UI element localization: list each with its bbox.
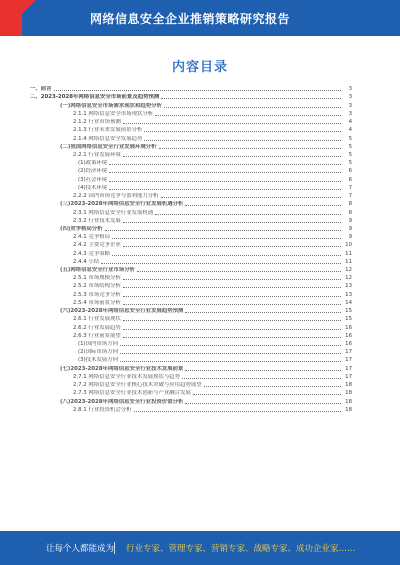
toc-entry-page: 3 [348,86,352,93]
toc-entry[interactable] [30,125,352,133]
toc-entry-page: 18 [345,382,352,389]
toc-entry-page: 9 [348,217,352,224]
toc-leader-dots [185,205,341,206]
toc-leader-dots [120,345,341,346]
toc-entry[interactable] [30,257,352,265]
toc-entry[interactable] [30,199,352,207]
toc-entry-title: 2.5.3 市场竞争分析 [73,291,121,298]
toc-entry-title: (四)竞争格局分析 [60,225,103,232]
toc-entry[interactable] [30,100,352,108]
toc-leader-dots [123,337,341,338]
toc-leader-dots [182,378,341,379]
toc-entry-title: 2.3.1 网络信息安全行业发展机遇 [73,209,154,216]
toc-leader-dots [185,312,341,313]
toc-entry[interactable] [30,281,352,289]
toc-entry-page: 9 [348,225,352,232]
toc-entry-page: 7 [348,193,352,200]
toc-entry[interactable] [30,339,352,347]
toc-entry-title: (2)经济环境 [78,168,108,175]
toc-entry[interactable] [30,380,352,388]
toc-entry-page: 15 [345,308,352,315]
toc-entry-page: 11 [345,250,352,257]
toc-entry[interactable] [30,183,352,191]
toc-entry-page: 3 [348,110,352,117]
toc-entry-page: 3 [348,102,352,109]
toc-entry-page: 7 [348,184,352,191]
toc-entry[interactable] [30,166,352,174]
toc-leader-dots [123,246,341,247]
toc-leader-dots [109,164,341,165]
footer-roles: 行业专家、管理专家、营销专家、战略专家、成功企业家…… [126,544,356,554]
toc-entry-page: 4 [348,127,352,134]
toc-leader-dots [185,370,341,371]
toc-leader-dots [155,115,341,116]
toc-entry-title: 2.4.1 竞争格局 [73,234,110,241]
toc-leader-dots [123,329,341,330]
toc-entry[interactable] [30,314,352,322]
toc-entry-page: 18 [345,398,352,405]
toc-entry-title: 2.7.3 网络信息安全行业技术创新与产业融合发展 [73,390,191,397]
toc-entry-page: 17 [345,349,352,356]
toc-entry-page: 5 [348,160,352,167]
toc-entry[interactable] [30,207,352,215]
toc-entry-title: 2.2.1 行业发展环境 [73,151,121,158]
toc-entry[interactable] [30,142,352,150]
toc-entry[interactable] [30,174,352,182]
toc-entry[interactable] [30,109,352,117]
toc-leader-dots [105,230,341,231]
toc-entry-page: 6 [348,168,352,175]
toc-entry-title: 2.6.2 行业发展趋势 [73,324,121,331]
toc-leader-dots [123,320,341,321]
toc-entry[interactable] [30,372,352,380]
toc-leader-dots [112,255,341,256]
toc-entry-page: 18 [345,406,352,413]
toc-entry-page: 17 [345,365,352,372]
toc-entry-title: (五)网络信息安全行业市场分析 [60,267,136,274]
toc-entry[interactable] [30,191,352,199]
toc-entry[interactable] [30,240,352,248]
toc-heading: 内容目录 [171,60,228,75]
toc-entry[interactable] [30,388,352,396]
toc-leader-dots [123,287,341,288]
toc-entry-title: (三)2023-2028年网络信息安全行业发展机遇分析 [60,201,184,208]
toc-entry[interactable] [30,248,352,256]
toc-entry-page: 17 [345,373,352,380]
toc-entry-page: 5 [348,151,352,158]
toc-entry[interactable] [30,306,352,314]
toc-entry-page: 12 [345,267,352,274]
toc-entry-title: (六)2023-2028年网络信息安全行业发展趋势预测 [60,308,184,315]
toc-leader-dots [134,411,341,412]
toc-entry-title: 2.8.1 行业投资机会分析 [73,406,132,413]
toc-entry[interactable] [30,265,352,273]
toc-entry-page: 8 [348,201,352,208]
toc-leader-dots [155,214,341,215]
toc-entry-title: 一、前言 [30,86,52,93]
toc-entry-title: 2.5.2 市场结构分析 [73,283,121,290]
toc-entry-page: 3 [348,94,352,101]
toc-entry-page: 4 [348,119,352,126]
toc-leader-dots [144,140,341,141]
toc-entry-title: 2.2.2 国内市场竞争与盈利能力分析 [73,193,159,200]
toc-leader-dots [123,304,341,305]
toc-entry-title: 2.3.2 行业技术发展 [73,217,121,224]
toc-entry-title: (一)网络信息安全市场需求现状和趋势分析 [60,102,162,109]
toc-entry-page: 6 [348,176,352,183]
toc-entry-page: 16 [345,324,352,331]
toc-leader-dots [109,181,341,182]
toc-entry-title: (七)2023-2028年网络信息安全行业技术发展前景 [60,365,184,372]
toc-leader-dots [164,107,341,108]
toc-entry-title: 2.4.2 主要竞争企业 [73,242,121,249]
toc-leader-dots [120,361,341,362]
toc-entry[interactable] [30,363,352,371]
toc-entry[interactable] [30,133,352,141]
toc-entry-title: 2.4.4 小结 [73,258,100,265]
toc-entry-page: 13 [345,283,352,290]
toc-entry-title: 2.1.3 行业未来发展前景分析 [73,127,143,134]
toc-entry-page: 13 [345,291,352,298]
toc-entry-title: 2.1.1 网络信息安全市场现状分析 [73,110,154,117]
toc-leader-dots [109,189,341,190]
toc-entry-title: (4)技术环境 [78,184,108,191]
toc-entry[interactable] [30,158,352,166]
header-bar [0,0,400,36]
toc-leader-dots [123,296,341,297]
toc-entry[interactable] [30,224,352,232]
toc-entry-title: (八)2023-2028年网络信息安全行业投资价值分析 [60,398,184,405]
toc-leader-dots [109,172,341,173]
toc-entry[interactable] [30,347,352,355]
toc-entry-title: 2.1.2 行业市场预测 [73,119,121,126]
toc-entry[interactable] [30,396,352,404]
toc-entry-page: 16 [345,341,352,347]
toc-entry[interactable] [30,232,352,240]
toc-entry-title: 2.6.3 行业前景展望 [73,332,121,339]
toc-leader-dots [101,263,341,264]
toc-entry-title: (二)我国网络信息安全行业发展环境分析 [60,143,157,150]
toc-entry-title: 二、2023-2028年网络信息安全市场前景及趋势预测 [30,94,160,101]
toc-entry-page: 9 [348,234,352,241]
toc-entry-title: 2.5.4 市场前景分析 [73,299,121,306]
toc-entry[interactable] [30,92,352,100]
toc-entry-title: (3)社会环境 [78,176,108,183]
toc-entry-page: 12 [345,275,352,282]
report-title: 网络信息安全企业推销策略研究报告 [90,12,291,26]
toc-entry[interactable] [30,216,352,224]
toc-entry-page: 15 [345,316,352,323]
toc-entry-title: 2.6.1 行业发展现状 [73,316,121,323]
footer-divider [114,542,115,554]
footer-bar [0,531,400,565]
toc-entry-title: (1)政策环境 [78,160,108,167]
toc-entry-page: 8 [348,209,352,216]
toc-leader-dots [123,123,341,124]
toc-leader-dots [159,148,341,149]
toc-leader-dots [193,394,341,395]
toc-leader-dots [137,271,341,272]
toc-entry-title: 2.7.1 网络信息安全行业技术发展现状与趋势 [73,373,181,380]
toc-entry[interactable] [30,289,352,297]
toc-entry-title: (3)技术发展方向 [78,357,118,364]
toc-entry[interactable] [30,117,352,125]
toc-entry-page: 14 [345,299,352,306]
toc-leader-dots [123,222,341,223]
toc-entry-page: 5 [348,135,352,142]
footer-slogan: 让每个人都能成为 [46,544,115,554]
toc-leader-dots [185,403,341,404]
toc-entry-page: 10 [345,242,352,249]
toc-leader-dots [112,238,341,239]
toc-entry-title: 2.1.4 网络信息安全发展趋势 [73,135,143,142]
toc-entry-page: 18 [345,390,352,397]
toc-entry-title: (1)国内市场方向 [78,341,118,347]
toc-leader-dots [123,156,341,157]
toc-entry-page: 11 [345,258,352,265]
toc-entry-title: (2)国际市场方向 [78,349,118,356]
toc-leader-dots [144,131,341,132]
table-of-contents [30,84,352,413]
toc-entry-page: 17 [345,357,352,364]
toc-entry-title: 2.4.3 竞争策略 [73,250,110,257]
toc-entry-page: 16 [345,332,352,339]
toc-leader-dots [204,386,341,387]
toc-entry[interactable] [30,150,352,158]
toc-leader-dots [161,197,341,198]
toc-entry[interactable] [30,298,352,306]
toc-leader-dots [54,90,341,91]
toc-entry[interactable] [30,84,352,92]
header-accent-wedge [0,0,36,36]
toc-entry[interactable] [30,273,352,281]
toc-entry-title: 2.7.2 网络信息安全行业核心技术突破与应用趋势展望 [73,382,202,389]
toc-entry[interactable] [30,322,352,330]
toc-leader-dots [120,353,341,354]
toc-entry[interactable] [30,355,352,363]
toc-entry-page: 5 [348,143,352,150]
toc-entry[interactable] [30,405,352,413]
toc-leader-dots [123,279,341,280]
toc-entry[interactable] [30,331,352,339]
toc-entry-title: 2.5.1 市场规模分析 [73,275,121,282]
toc-leader-dots [161,98,341,99]
